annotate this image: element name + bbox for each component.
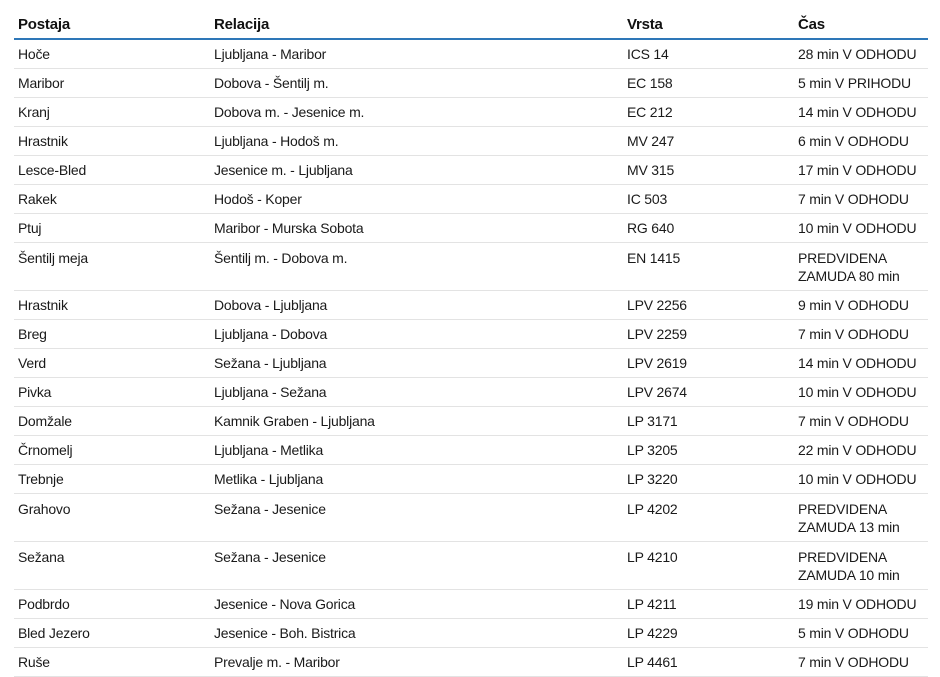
route-cell: Ljubljana - Dobova [210,320,623,349]
station-cell: Bled Jezero [14,619,210,648]
train-cell: LPV 2674 [623,378,794,407]
departures-table [14,10,928,677]
column-header-station: Postaja [14,10,210,39]
route-cell: Sežana - Ljubljana [210,349,623,378]
time-cell: PREDVIDENA ZAMUDA 80 min [794,243,928,291]
time-cell: 7 min V ODHODU [794,648,928,677]
table-row [14,291,928,320]
station-cell: Trebnje [14,465,210,494]
table-row [14,243,928,291]
train-cell: MV 315 [623,156,794,185]
table-row [14,320,928,349]
station-cell: Maribor [14,69,210,98]
route-cell: Kamnik Graben - Ljubljana [210,407,623,436]
table-row [14,542,928,590]
train-cell: LP 4210 [623,542,794,590]
route-cell: Sežana - Jesenice [210,494,623,542]
departures-table-container [14,10,928,677]
train-cell: IC 503 [623,185,794,214]
train-cell: LP 4211 [623,590,794,619]
header-row [14,10,928,39]
time-cell: PREDVIDENA ZAMUDA 10 min [794,542,928,590]
station-cell: Pivka [14,378,210,407]
time-cell: 5 min V ODHODU [794,619,928,648]
table-header [14,10,928,39]
route-cell: Prevalje m. - Maribor [210,648,623,677]
time-cell: 7 min V ODHODU [794,407,928,436]
station-cell: Sežana [14,542,210,590]
table-row [14,590,928,619]
route-cell: Maribor - Murska Sobota [210,214,623,243]
table-row [14,39,928,69]
station-cell: Šentilj meja [14,243,210,291]
train-cell: RG 640 [623,214,794,243]
station-cell: Breg [14,320,210,349]
route-cell: Jesenice m. - Ljubljana [210,156,623,185]
time-cell: 10 min V ODHODU [794,214,928,243]
train-cell: LP 4202 [623,494,794,542]
train-cell: LPV 2256 [623,291,794,320]
station-cell: Verd [14,349,210,378]
station-cell: Rakek [14,185,210,214]
time-cell: 19 min V ODHODU [794,590,928,619]
table-row [14,619,928,648]
route-cell: Dobova - Ljubljana [210,291,623,320]
table-row [14,436,928,465]
train-cell: LP 3171 [623,407,794,436]
time-cell: 17 min V ODHODU [794,156,928,185]
time-cell: 7 min V ODHODU [794,320,928,349]
train-cell: LP 4461 [623,648,794,677]
table-row [14,465,928,494]
train-cell: LP 4229 [623,619,794,648]
time-cell: 6 min V ODHODU [794,127,928,156]
table-row [14,349,928,378]
station-cell: Kranj [14,98,210,127]
route-cell: Ljubljana - Metlika [210,436,623,465]
table-row [14,407,928,436]
station-cell: Podbrdo [14,590,210,619]
table-body [14,39,928,677]
train-cell: LPV 2259 [623,320,794,349]
route-cell: Jesenice - Nova Gorica [210,590,623,619]
time-cell: 14 min V ODHODU [794,349,928,378]
column-header-time: Čas [794,10,928,39]
time-cell: 7 min V ODHODU [794,185,928,214]
station-cell: Hrastnik [14,291,210,320]
station-cell: Lesce-Bled [14,156,210,185]
time-cell: 10 min V ODHODU [794,378,928,407]
station-cell: Črnomelj [14,436,210,465]
table-row [14,648,928,677]
station-cell: Ptuj [14,214,210,243]
table-row [14,185,928,214]
train-cell: EC 212 [623,98,794,127]
route-cell: Ljubljana - Sežana [210,378,623,407]
route-cell: Dobova m. - Jesenice m. [210,98,623,127]
train-cell: LP 3205 [623,436,794,465]
route-cell: Šentilj m. - Dobova m. [210,243,623,291]
time-cell: 9 min V ODHODU [794,291,928,320]
time-cell: 22 min V ODHODU [794,436,928,465]
time-cell: 28 min V ODHODU [794,39,928,69]
route-cell: Ljubljana - Maribor [210,39,623,69]
station-cell: Ruše [14,648,210,677]
train-cell: MV 247 [623,127,794,156]
time-cell: 10 min V ODHODU [794,465,928,494]
column-header-train: Vrsta [623,10,794,39]
train-cell: LP 3220 [623,465,794,494]
table-row [14,98,928,127]
station-cell: Grahovo [14,494,210,542]
time-cell: 5 min V PRIHODU [794,69,928,98]
route-cell: Jesenice - Boh. Bistrica [210,619,623,648]
time-cell: 14 min V ODHODU [794,98,928,127]
table-row [14,214,928,243]
table-row [14,127,928,156]
route-cell: Dobova - Šentilj m. [210,69,623,98]
table-row [14,494,928,542]
train-cell: EN 1415 [623,243,794,291]
table-row [14,378,928,407]
train-cell: ICS 14 [623,39,794,69]
station-cell: Hrastnik [14,127,210,156]
train-cell: EC 158 [623,69,794,98]
column-header-route: Relacija [210,10,623,39]
route-cell: Ljubljana - Hodoš m. [210,127,623,156]
train-cell: LPV 2619 [623,349,794,378]
station-cell: Hoče [14,39,210,69]
time-cell: PREDVIDENA ZAMUDA 13 min [794,494,928,542]
table-row [14,156,928,185]
route-cell: Sežana - Jesenice [210,542,623,590]
route-cell: Metlika - Ljubljana [210,465,623,494]
station-cell: Domžale [14,407,210,436]
table-row [14,69,928,98]
route-cell: Hodoš - Koper [210,185,623,214]
